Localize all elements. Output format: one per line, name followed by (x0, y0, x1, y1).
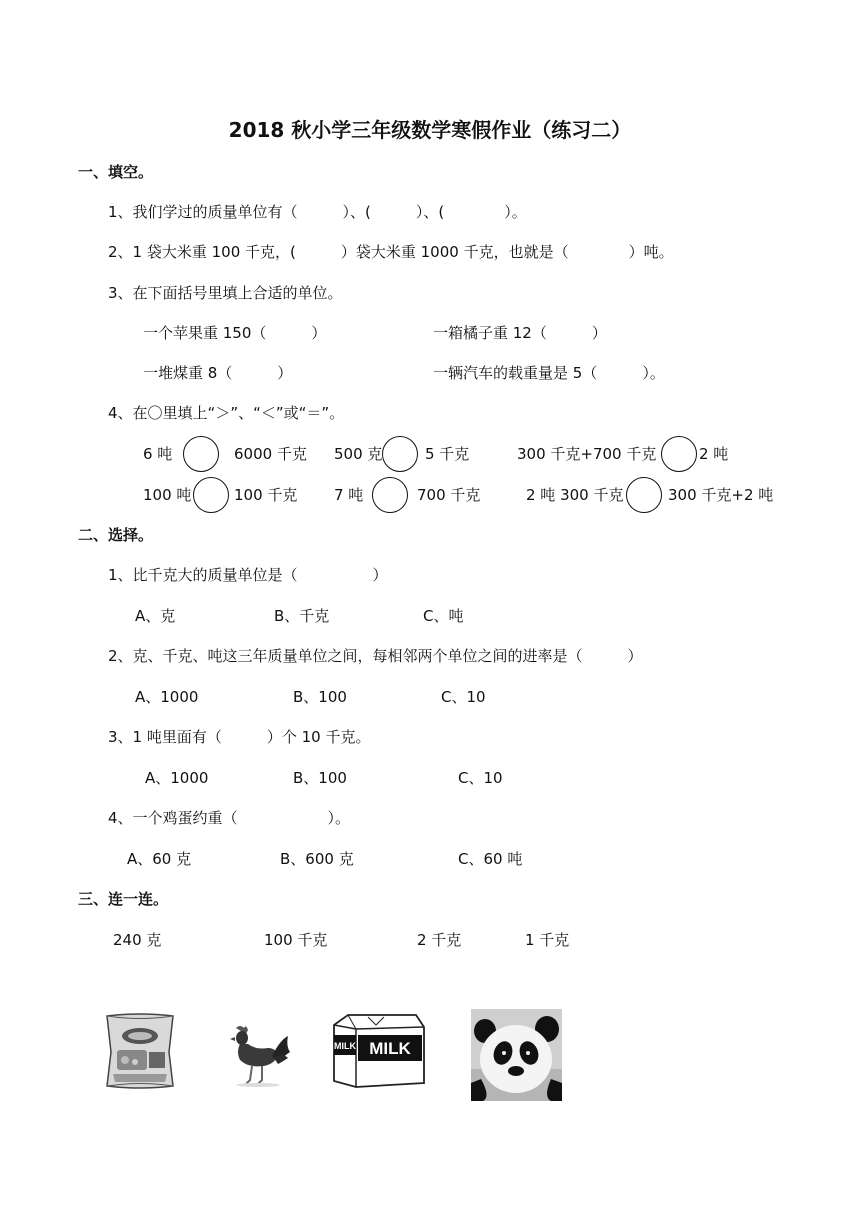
choice-option-b: B、千克 (274, 607, 330, 625)
choice-option-a: A、60 克 (127, 850, 192, 868)
section-1-heading: 一、填空。 (78, 163, 154, 181)
compare-circle[interactable] (626, 477, 662, 513)
milk-label: MILK (369, 1039, 411, 1058)
weight-label: 2 千克 (417, 931, 462, 949)
compare-circle[interactable] (183, 436, 219, 472)
choice-option-c: C、10 (441, 688, 486, 706)
choice-option-a: A、1000 (135, 688, 199, 706)
choice-option-c: C、10 (458, 769, 503, 787)
fill-question-4: 4、在〇里填上“＞”、“＜”或“＝”。 (108, 404, 345, 422)
choice-question-3: 3、1 吨里面有（ ）个 10 千克。 (108, 728, 371, 746)
choice-option-a: A、克 (135, 607, 176, 625)
choice-option-b: B、600 克 (280, 850, 354, 868)
compare-right: 6000 千克 (234, 445, 307, 463)
unit-item-apple: 一个苹果重 150（ ） (143, 324, 327, 342)
fill-question-2: 2、1 袋大米重 100 千克，( ）袋大米重 1000 千克，也就是（ ）吨。 (108, 243, 674, 261)
compare-left: 2 吨 300 千克 (526, 486, 624, 504)
weight-label: 100 千克 (264, 931, 328, 949)
panda-picture (471, 1009, 562, 1101)
compare-left: 300 千克+700 千克 (517, 445, 657, 463)
unit-item-oranges: 一箱橘子重 12（ ） (433, 324, 607, 342)
choice-question-2: 2、克、千克、吨这三年质量单位之间，每相邻两个单位之间的进率是（ ） (108, 647, 643, 665)
page-title: 2018 秋小学三年级数学寒假作业（练习二） (228, 118, 632, 142)
choice-question-4: 4、一个鸡蛋约重（ ）。 (108, 809, 351, 827)
compare-right: 100 千克 (234, 486, 298, 504)
section-2-heading: 二、选择。 (78, 526, 154, 544)
snack-bag-picture (103, 1012, 177, 1090)
compare-left: 500 克 (334, 445, 383, 463)
rooster-picture (228, 1022, 292, 1088)
compare-circle[interactable] (382, 436, 418, 472)
compare-circle[interactable] (193, 477, 229, 513)
weight-label: 240 克 (113, 931, 162, 949)
compare-right: 5 千克 (425, 445, 470, 463)
compare-circle[interactable] (661, 436, 697, 472)
milk-side-label: MILK (334, 1041, 356, 1051)
unit-item-truck: 一辆汽车的载重量是 5（ ）。 (433, 364, 665, 382)
compare-left: 7 吨 (334, 486, 364, 504)
fill-question-3: 3、在下面括号里填上合适的单位。 (108, 284, 343, 302)
choice-option-a: A、1000 (145, 769, 209, 787)
choice-option-c: C、60 吨 (458, 850, 523, 868)
section-3-heading: 三、连一连。 (78, 890, 169, 908)
compare-right: 2 吨 (699, 445, 729, 463)
unit-item-coal: 一堆煤重 8（ ） (143, 364, 293, 382)
fill-question-1: 1、我们学过的质量单位有（ ）、( ）、( ）。 (108, 203, 527, 221)
choice-option-b: B、100 (293, 769, 347, 787)
weight-label: 1 千克 (525, 931, 570, 949)
compare-right: 300 千克+2 吨 (668, 486, 774, 504)
milk-carton-picture (328, 1011, 428, 1091)
compare-left: 100 吨 (143, 486, 192, 504)
compare-circle[interactable] (372, 477, 408, 513)
choice-option-c: C、吨 (423, 607, 464, 625)
choice-option-b: B、100 (293, 688, 347, 706)
compare-right: 700 千克 (417, 486, 481, 504)
compare-left: 6 吨 (143, 445, 173, 463)
choice-question-1: 1、比千克大的质量单位是（ ） (108, 566, 388, 584)
